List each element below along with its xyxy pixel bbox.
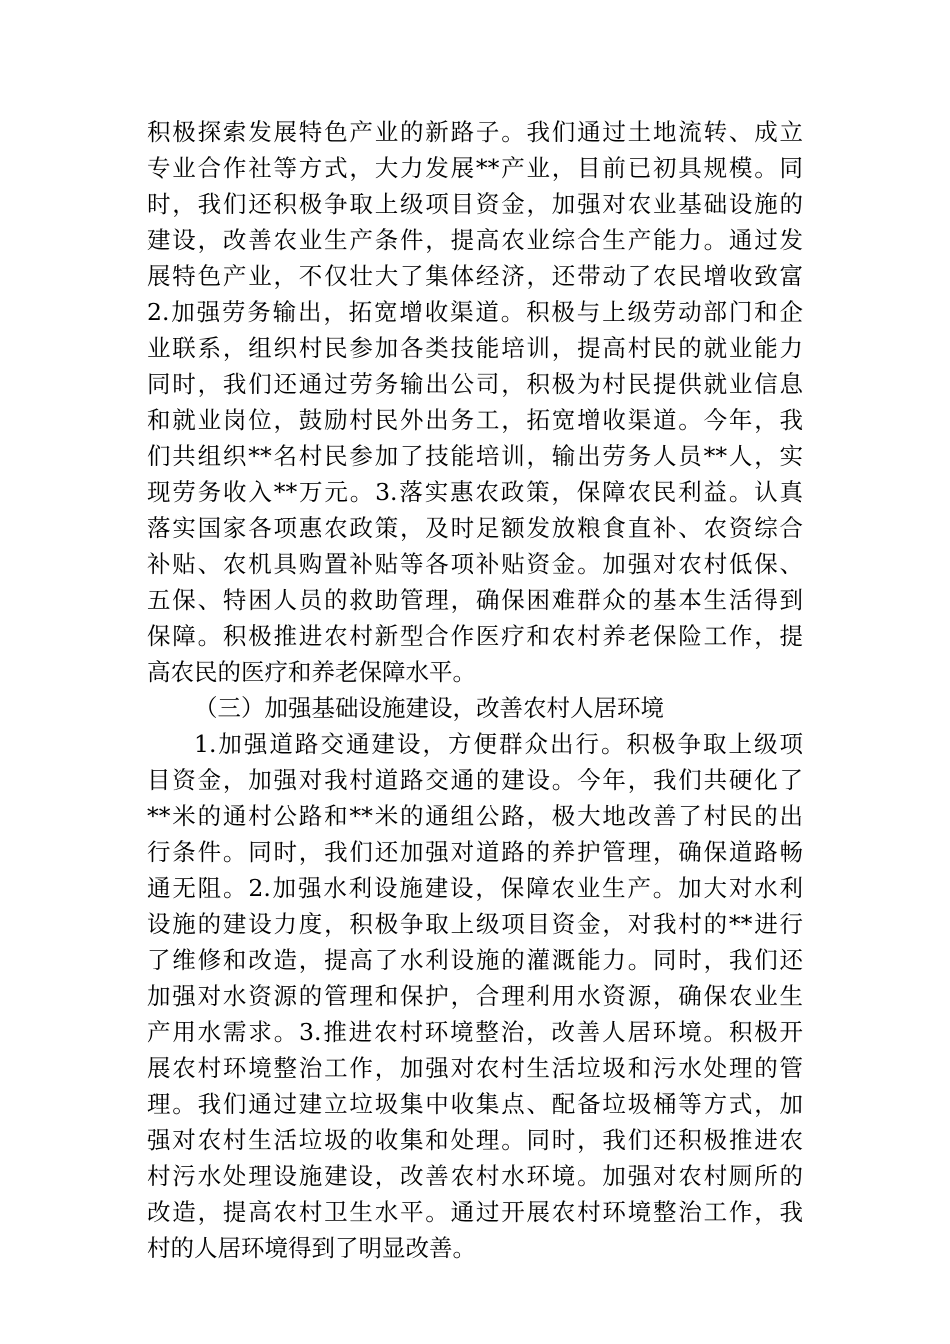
section-heading: （三）加强基础设施建设，改善农村人居环境 [194,694,664,722]
body-line: 专业合作社等方式，大力发展**产业，目前已初具规模。同 [147,154,803,182]
body-line: 1.加强道路交通建设，方便群众出行。积极争取上级项 [194,730,803,758]
body-line: 行条件。同时，我们还加强对道路的养护管理，确保道路畅 [147,838,803,866]
document-body [147,114,803,1266]
body-line: 现劳务收入**万元。3.落实惠农政策，保障农民利益。认真 [147,478,803,506]
body-line: 2.加强劳务输出，拓宽增收渠道。积极与上级劳动部门和企 [147,298,803,326]
body-line: 设施的建设力度，积极争取上级项目资金，对我村的**进行 [147,910,803,938]
body-line: 改造，提高农村卫生水平。通过开展农村环境整治工作，我 [147,1198,803,1226]
body-line: 村污水处理设施建设，改善农村水环境。加强对农村厕所的 [147,1162,803,1190]
body-line: **米的通村公路和**米的通组公路，极大地改善了村民的出 [147,802,803,830]
body-line: 建设，改善农业生产条件，提高农业综合生产能力。通过发 [147,226,803,254]
body-line: 积极探索发展特色产业的新路子。我们通过土地流转、成立 [147,118,803,146]
body-line: 落实国家各项惠农政策，及时足额发放粮食直补、农资综合 [147,514,803,542]
body-line: 展特色产业，不仅壮大了集体经济，还带动了农民增收致富 [147,262,803,290]
body-line: 保障。积极推进农村新型合作医疗和农村养老保险工作，提 [147,622,803,650]
body-line: 理。我们通过建立垃圾集中收集点、配备垃圾桶等方式，加 [147,1090,803,1118]
body-line: 时，我们还积极争取上级项目资金，加强对农业基础设施的 [147,190,803,218]
body-line: 业联系，组织村民参加各类技能培训，提高村民的就业能力 [147,334,803,362]
body-line: 和就业岗位，鼓励村民外出务工，拓宽增收渠道。今年，我 [147,406,803,434]
body-line: 强对农村生活垃圾的收集和处理。同时，我们还积极推进农 [147,1126,803,1154]
body-line: 村的人居环境得到了明显改善。 [147,1234,476,1262]
body-line: 通无阻。2.加强水利设施建设，保障农业生产。加大对水利 [147,874,803,902]
body-line: 补贴、农机具购置补贴等各项补贴资金。加强对农村低保、 [147,550,803,578]
body-line: 加强对水资源的管理和保护，合理利用水资源，确保农业生 [147,982,803,1010]
body-line: 五保、特困人员的救助管理，确保困难群众的基本生活得到 [147,586,803,614]
body-line: 高农民的医疗和养老保障水平。 [147,658,476,686]
body-line: 展农村环境整治工作，加强对农村生活垃圾和污水处理的管 [147,1054,803,1082]
body-line: 同时，我们还通过劳务输出公司，积极为村民提供就业信息 [147,370,803,398]
body-line: 了维修和改造，提高了水利设施的灌溉能力。同时，我们还 [147,946,803,974]
body-line: 们共组织**名村民参加了技能培训，输出劳务人员**人，实 [147,442,803,470]
body-line: 产用水需求。3.推进农村环境整治，改善人居环境。积极开 [147,1018,803,1046]
body-line: 目资金，加强对我村道路交通的建设。今年，我们共硬化了 [147,766,803,794]
